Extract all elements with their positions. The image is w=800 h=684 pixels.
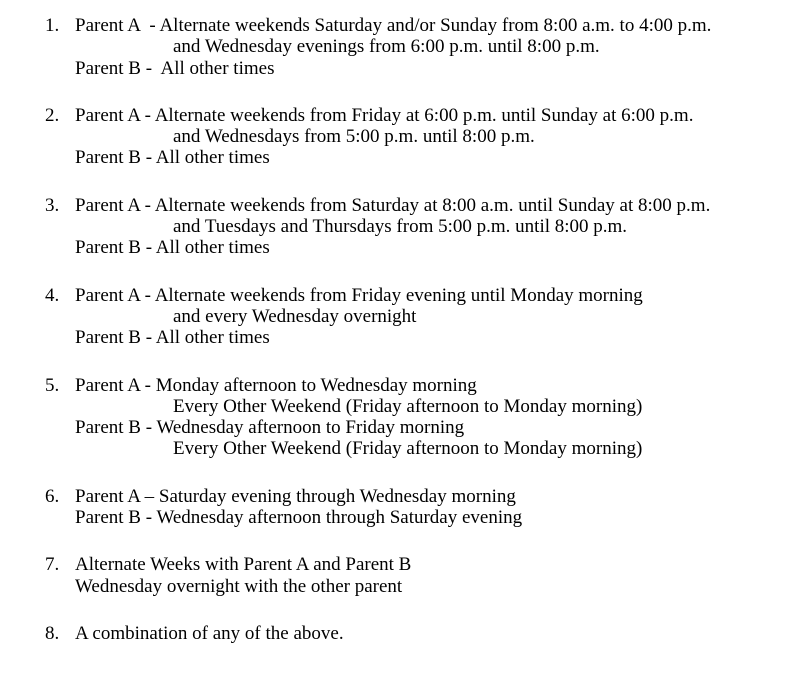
- item-number: 6.: [45, 485, 60, 507]
- item-number: 7.: [45, 554, 60, 576]
- item-number: 5.: [45, 374, 60, 396]
- schedule-option-5: [45, 374, 782, 460]
- schedule-line-continuation: and Tuesdays and Thursdays from 5:00 p.m. until 8:00 p.m.: [173, 216, 628, 238]
- schedule-option-1: [45, 15, 782, 79]
- item-number: 3.: [45, 194, 60, 216]
- schedule-line: Parent A – Saturday evening through Wednesday morning: [75, 485, 516, 507]
- schedule-line: Alternate Weeks with Parent A and Parent B: [75, 554, 412, 576]
- schedule-line: Parent A - Monday afternoon to Wednesday morning: [75, 374, 477, 396]
- schedule-line: Parent B - All other times: [75, 147, 270, 169]
- item-number: 8.: [45, 622, 60, 644]
- schedule-line: Parent B - Wednesday afternoon to Friday morning: [75, 417, 465, 439]
- schedule-line-continuation: and Wednesday evenings from 6:00 p.m. until 8:00 p.m.: [173, 36, 600, 58]
- schedule-line: A combination of any of the above.: [75, 622, 344, 644]
- schedule-line: Parent B - Wednesday afternoon through Saturday evening: [75, 507, 523, 529]
- schedule-line-continuation: and Wednesdays from 5:00 p.m. until 8:00 p.m.: [173, 126, 535, 148]
- item-number: 1.: [45, 15, 60, 36]
- schedule-line: Parent B - All other times: [75, 327, 270, 349]
- schedule-option-6: [45, 485, 782, 529]
- schedule-line: Wednesday overnight with the other parent: [75, 575, 403, 597]
- schedule-line: Parent A - Alternate weekends Saturday and/or Sunday from 8:00 a.m. to 4:00 p.m.: [75, 15, 712, 36]
- item-number: 2.: [45, 104, 60, 126]
- schedule-line: Parent B - All other times: [75, 237, 270, 259]
- schedule-line-continuation: and every Wednesday overnight: [173, 305, 417, 327]
- schedule-option-3: [45, 194, 782, 259]
- schedule-option-2: [45, 104, 782, 169]
- schedule-option-4: [45, 284, 782, 349]
- schedule-line: Parent A - Alternate weekends from Saturday at 8:00 a.m. until Sunday at 8:00 p.m.: [75, 194, 711, 216]
- item-number: 4.: [45, 284, 60, 306]
- schedule-line-continuation: Every Other Weekend (Friday afternoon to Monday morning): [173, 438, 643, 460]
- schedule-line: Parent B - All other times: [75, 57, 275, 79]
- schedule-line-continuation: Every Other Weekend (Friday afternoon to Monday morning): [173, 395, 643, 417]
- schedule-option-7: [45, 554, 782, 597]
- schedule-line: Parent A - Alternate weekends from Friday at 6:00 p.m. until Sunday at 6:00 p.m.: [75, 104, 694, 126]
- schedule-line: Parent A - Alternate weekends from Friday evening until Monday morning: [75, 284, 643, 306]
- schedule-option-8: [45, 622, 782, 644]
